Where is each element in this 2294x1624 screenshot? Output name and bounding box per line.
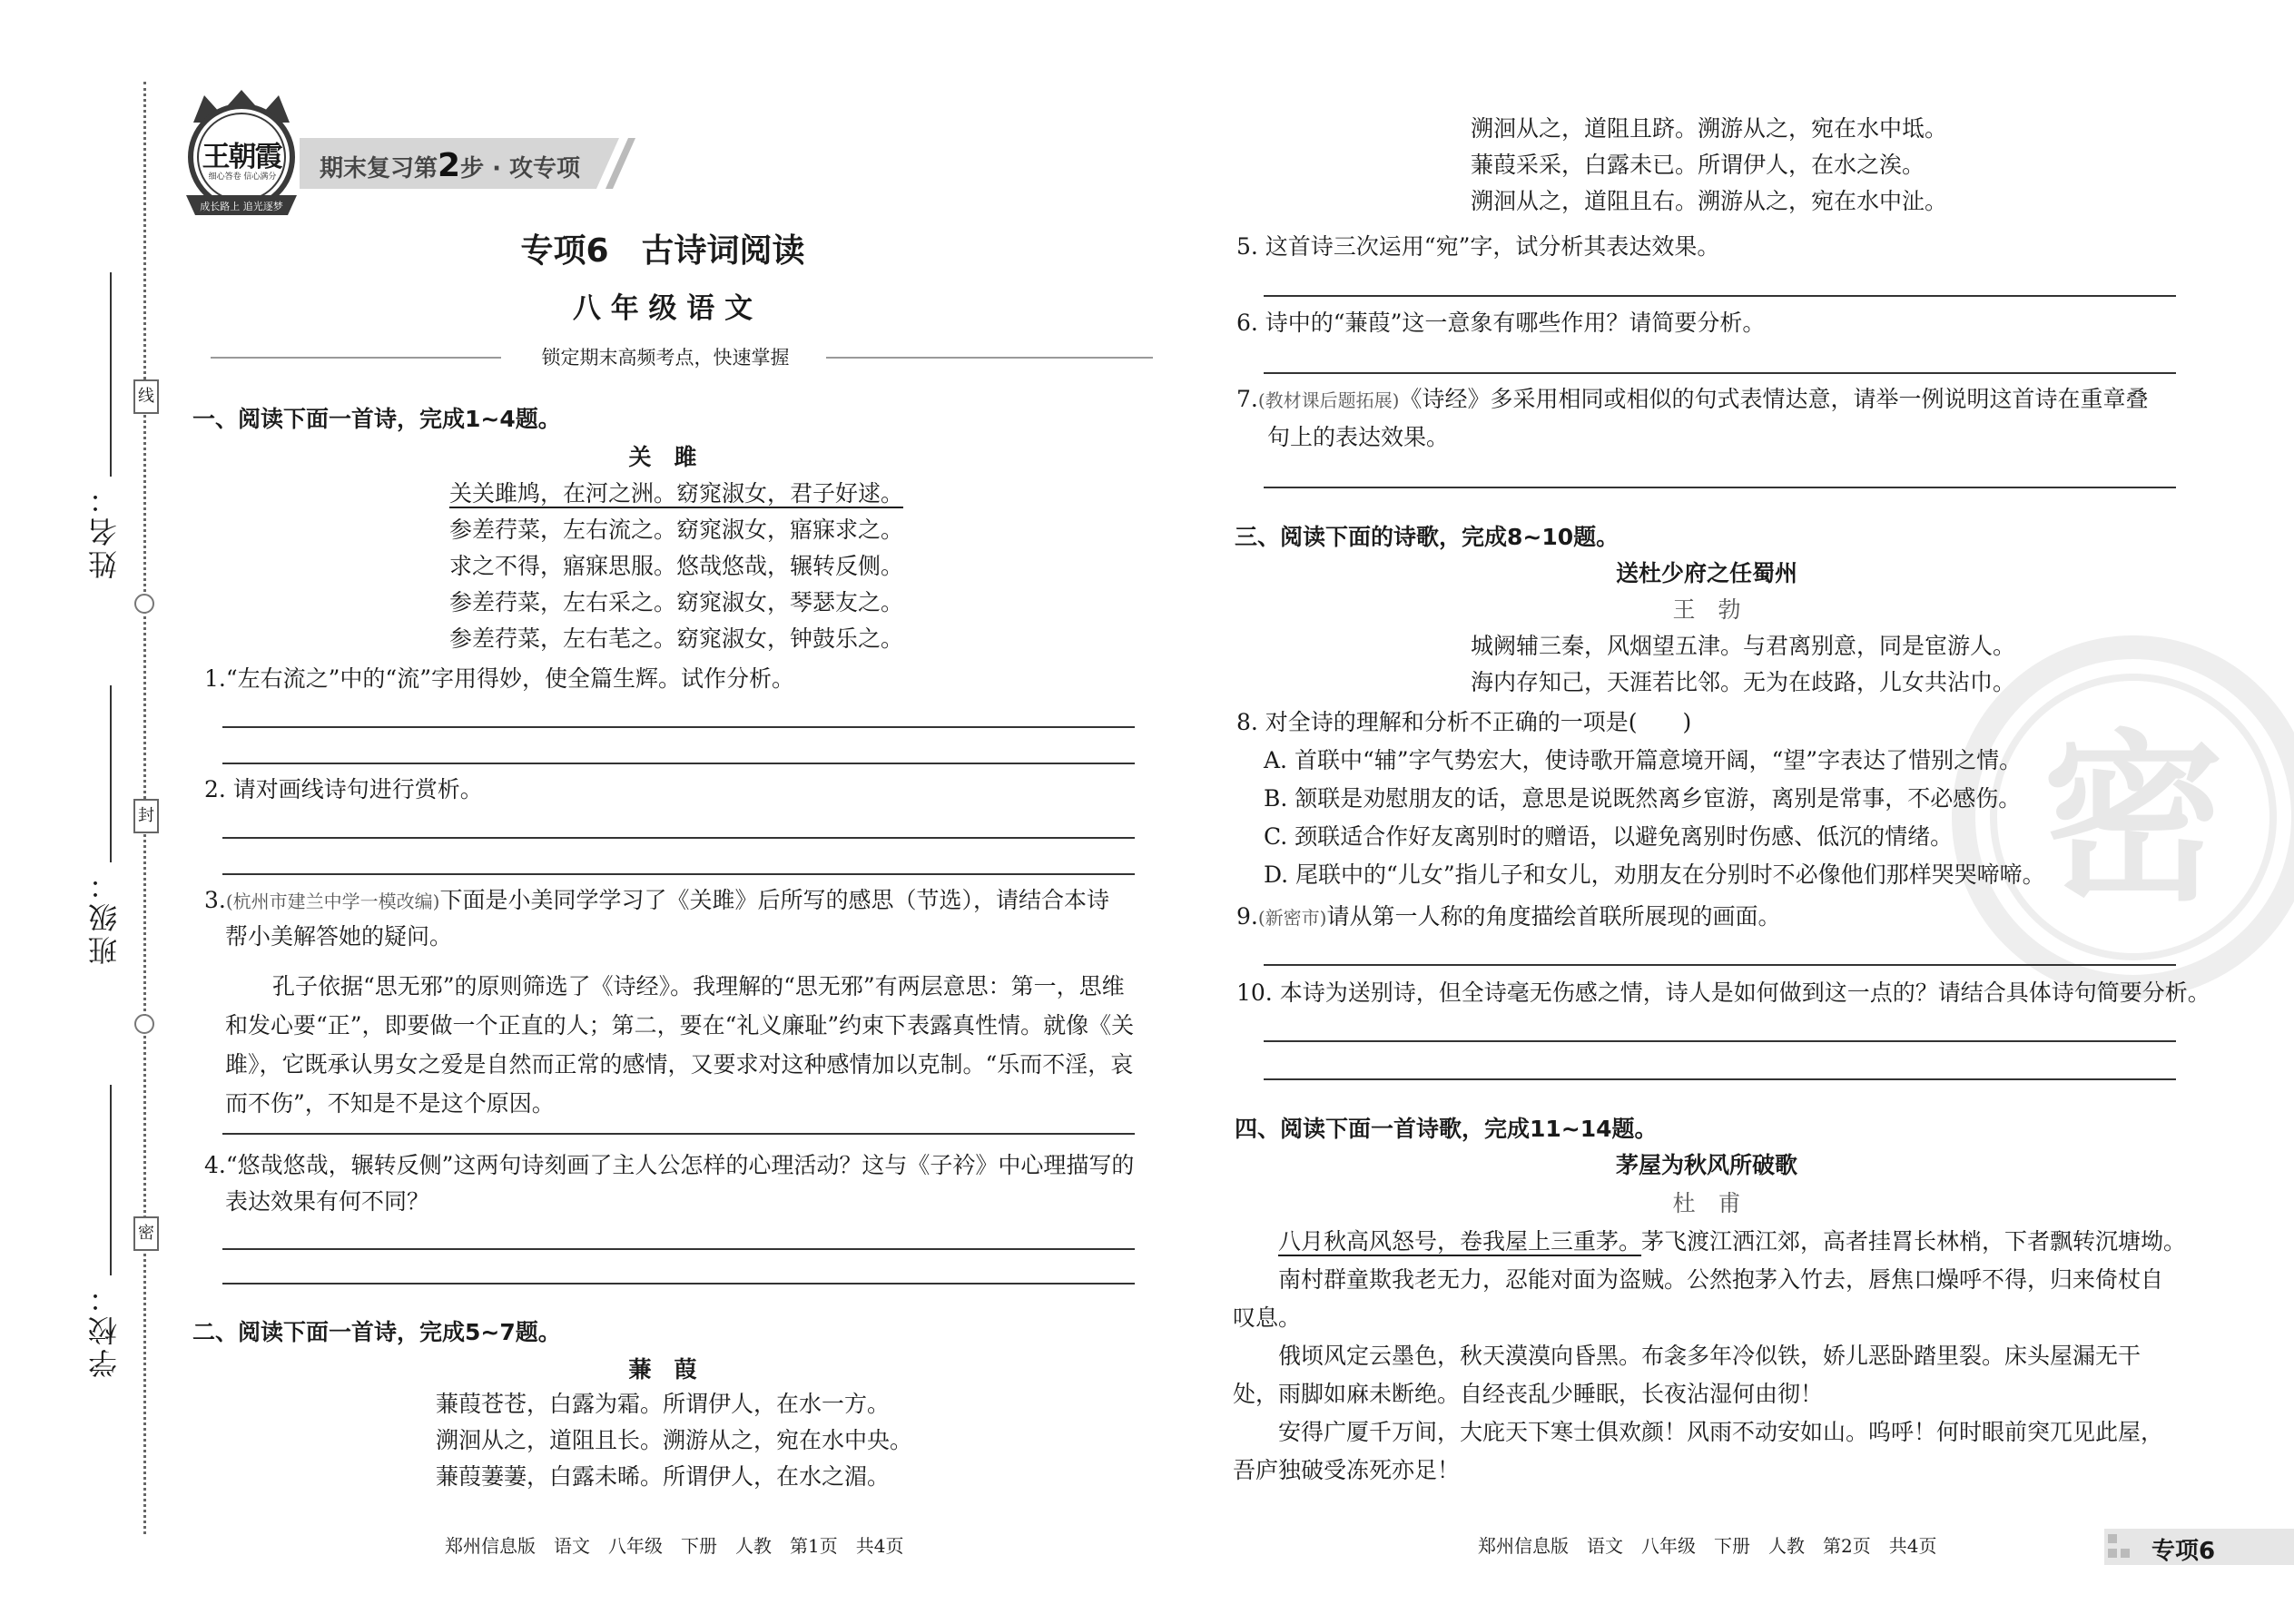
answer-line[interactable] [1264, 964, 2176, 966]
divider [211, 357, 501, 359]
answer-line[interactable] [222, 1248, 1135, 1250]
question-2: 2. 请对画线诗句进行赏析。 [204, 776, 483, 802]
answer-line[interactable] [1264, 372, 2176, 374]
question-5: 5. 这首诗三次运用“宛”字，试分析其表达效果。 [1236, 233, 1720, 260]
answer-line[interactable] [1264, 295, 2176, 297]
page-subtitle: 八 年 级 语 文 [572, 292, 753, 325]
poem-paragraph: 处，雨脚如麻未断绝。自经丧乱少睡眠，长夜沾湿何由彻！ [1233, 1381, 1824, 1407]
poem-line: 参差荇菜，左右流之。窈窕淑女，寤寐求之。 [449, 517, 904, 543]
banner-text: 期末复习第2步 · 攻专项 [320, 147, 581, 184]
answer-line[interactable] [222, 1133, 1135, 1135]
poem-line: 求之不得，寤寐思服。悠哉悠哉，辗转反侧。 [449, 553, 904, 579]
answer-line[interactable] [222, 763, 1135, 764]
poem-author: 杜 甫 [1672, 1190, 1741, 1216]
footer-left: 郑州信息版 语文 八年级 下册 人教 第1页 共4页 [445, 1535, 904, 1557]
poem-line: 溯洄从之，道阻且长。溯游从之，宛在水中央。 [436, 1427, 913, 1453]
poem-author: 王 勃 [1672, 596, 1741, 623]
question-6: 6. 诗中的“蒹葭”这一意象有哪些作用？请简要分析。 [1236, 310, 1766, 336]
question-9: 9.(新密市)请从第一人称的角度描绘首联所展现的画面。 [1236, 903, 1781, 930]
answer-line[interactable] [222, 726, 1135, 728]
tagline: 锁定期末高频考点，快速掌握 [541, 347, 790, 369]
question-7: 7.(教材课后题拓展)《诗经》多采用相同或相似的句式表情达意，请举一例说明这首诗在重章叠 [1236, 386, 2149, 412]
question-8: 8. 对全诗的理解和分析不正确的一项是( ) [1236, 709, 1692, 735]
school-line[interactable] [110, 1085, 112, 1275]
option-a: A. 首联中“辅”字气势宏大，使诗歌开篇意境开阔，“望”字表达了惜别之情。 [1264, 747, 2023, 773]
quote-paragraph: 孔子依据“思无邪”的原则筛选了《诗经》。我理解的“思无邪”有两层意思：第一，思维 [272, 973, 1125, 999]
page-title: 专项6 古诗词阅读 [520, 232, 805, 270]
seal-mark-feng: 封 [133, 799, 159, 833]
divider [826, 357, 1153, 359]
poem-line: 蒹葭采采，白露未已。所谓伊人，在水之涘。 [1471, 152, 1925, 178]
name-line[interactable] [110, 272, 112, 477]
name-label: 姓名： [87, 481, 122, 579]
quote-paragraph: 而不伤”，不知是不是这个原因。 [225, 1090, 555, 1117]
school-label: 学校： [87, 1280, 122, 1378]
poem-line: 海内存知己，天涯若比邻。无为在歧路，儿女共沾巾。 [1471, 669, 2016, 695]
poem-line: 蒹葭萋萋，白露未晞。所谓伊人，在水之湄。 [436, 1463, 891, 1490]
section-heading-3: 三、阅读下面的诗歌，完成8~10题。 [1235, 524, 1620, 550]
poem-line: 溯洄从之，道阻且跻。溯游从之，宛在水中坻。 [1471, 115, 1948, 142]
poem-title-maowu: 茅屋为秋风所破歌 [1615, 1152, 1797, 1178]
question-1: 1.“左右流之”中的“流”字用得妙，使全篇生辉。试作分析。 [204, 665, 794, 692]
option-d: D. 尾联中的“儿女”指儿子和女儿，劝朋友在分别时不必像他们那样哭哭啼啼。 [1264, 861, 2045, 888]
question-3-cont: 帮小美解答她的疑问。 [225, 923, 453, 950]
poem-line: 参差荇菜，左右采之。窈窕淑女，琴瑟友之。 [449, 589, 904, 615]
footer-right: 郑州信息版 语文 八年级 下册 人教 第2页 共4页 [1478, 1535, 1937, 1557]
answer-line[interactable] [222, 873, 1135, 875]
question-10: 10. 本诗为送别诗，但全诗毫无伤感之情，诗人是如何做到这一点的？请结合具体诗句简要分析。 [1236, 979, 2210, 1006]
poem-paragraph: 八月秋高风怒号，卷我屋上三重茅。茅飞渡江洒江郊，高者挂罥长林梢，下者飘转沉塘坳。 [1278, 1228, 2187, 1255]
poem-paragraph: 俄顷风定云墨色，秋天漠漠向昏黑。布衾多年冷似铁，娇儿恶卧踏里裂。床头屋漏无干 [1278, 1343, 2141, 1369]
watermark-text: 密 [2042, 714, 2224, 926]
poem-title-guanju: 关 雎 [628, 444, 697, 470]
class-line[interactable] [110, 685, 112, 862]
stage-banner [300, 138, 635, 189]
special-tab-label: 专项6 [2151, 1538, 2216, 1565]
section-heading-1: 一、阅读下面一首诗，完成1~4题。 [192, 406, 561, 432]
poem-paragraph: 安得广厦千万间，大庇天下寒士俱欢颜！风雨不动安如山。呜呼！何时眼前突兀见此屋， [1278, 1419, 2164, 1445]
brand-logo [177, 86, 306, 222]
quote-paragraph: 雎》，它既承认男女之爱是自然而正常的感情，又要求对这种感情加以克制。“乐而不淫，哀 [225, 1051, 1134, 1078]
option-b: B. 颔联是劝慰朋友的话，意思是说既然离乡宦游，离别是常事，不必感伤。 [1264, 785, 2022, 812]
class-label: 班级： [87, 867, 122, 965]
poem-line: 城阙辅三秦，风烟望五津。与君离别意，同是宦游人。 [1471, 633, 2016, 659]
option-c: C. 颈联适合作好友离别时的赠语，以避免离别时伤感、低沉的情绪。 [1264, 823, 1954, 850]
poem-title-jianjia: 蒹 葭 [628, 1356, 697, 1383]
seal-mark-xian: 线 [133, 379, 159, 414]
poem-line: 蒹葭苍苍，白露为霜。所谓伊人，在水一方。 [436, 1391, 891, 1417]
poem-paragraph: 吾庐独破受冻死亦足！ [1233, 1457, 1461, 1483]
poem-line-underlined: 关关雎鸠，在河之洲。窈窕淑女，君子好逑。 [449, 480, 904, 507]
poem-title-songdu: 送杜少府之任蜀州 [1615, 560, 1797, 586]
special-tab [2104, 1529, 2294, 1565]
answer-line[interactable] [222, 1283, 1135, 1284]
section-heading-2: 二、阅读下面一首诗，完成5~7题。 [192, 1319, 561, 1345]
section-heading-4: 四、阅读下面一首诗歌，完成11~14题。 [1235, 1116, 1658, 1142]
poem-paragraph: 南村群童欺我老无力，忍能对面为盗贼。公然抱茅入竹去，唇焦口燥呼不得，归来倚杖自 [1278, 1266, 2164, 1293]
question-3: 3.(杭州市建兰中学一模改编)下面是小美同学学习了《关雎》后所写的感思（节选），请结合本诗 [204, 887, 1109, 913]
question-4-cont: 表达效果有何不同？ [225, 1188, 430, 1215]
seal-mark-mi: 密 [133, 1216, 159, 1251]
question-7-cont: 句上的表达效果。 [1267, 424, 1450, 450]
poem-line: 溯洄从之，道阻且右。溯游从之，宛在水中沚。 [1471, 188, 1948, 214]
poem-line: 参差荇菜，左右芼之。窈窕淑女，钟鼓乐之。 [449, 625, 904, 652]
binding-hole [134, 594, 154, 614]
question-4: 4.“悠哉悠哉，辗转反侧”这两句诗刻画了主人公怎样的心理活动？这与《子衿》中心理描写的 [204, 1152, 1135, 1178]
answer-line[interactable] [1264, 1040, 2176, 1042]
quote-paragraph: 和发心要“正”，即要做一个正直的人；第二，要在“礼义廉耻”约束下表露真性情。就像《关 [225, 1012, 1135, 1038]
answer-line[interactable] [222, 837, 1135, 839]
answer-line[interactable] [1264, 487, 2176, 488]
answer-line[interactable] [1264, 1078, 2176, 1080]
binding-hole [134, 1014, 154, 1034]
poem-paragraph: 叹息。 [1233, 1304, 1302, 1331]
logo-text: 王朝霞 [202, 141, 281, 173]
logo-small-text: 细心答卷 信心满分 [208, 172, 277, 182]
logo-motto: 成长路上 追光逐梦 [200, 201, 283, 212]
